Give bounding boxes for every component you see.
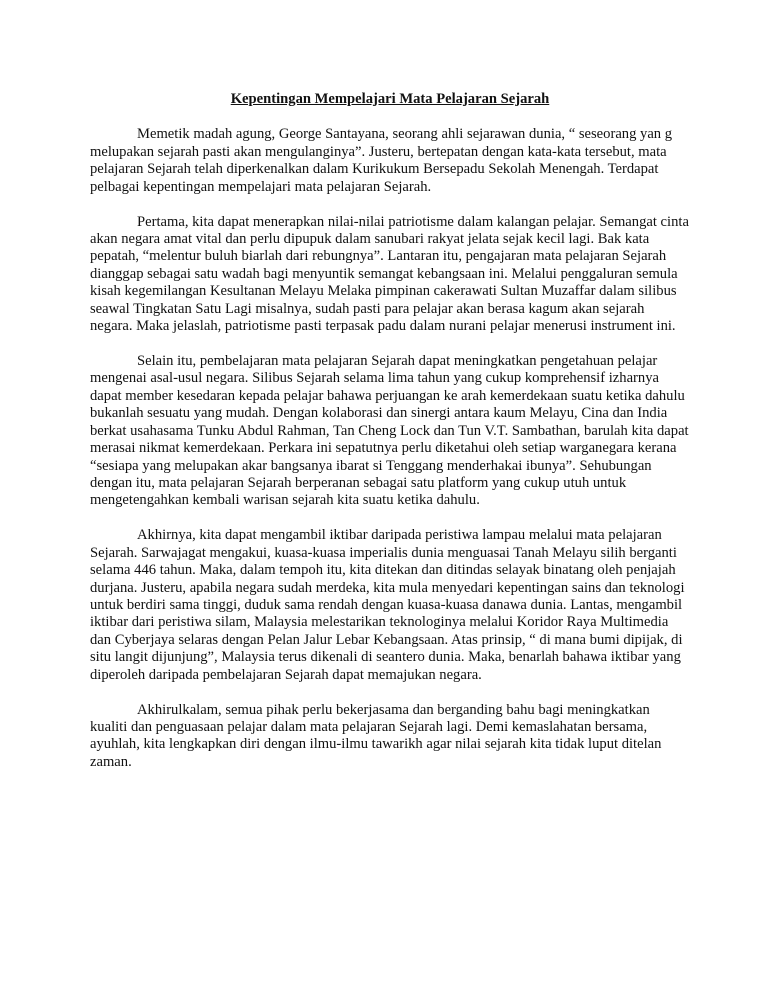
paragraph-patriotism: Pertama, kita dapat menerapkan nilai-nilai patriotisme dalam kalangan pelajar. Semangat cinta akan negara amat vital dan perlu dipupuk dalam sanubari rakyat jelata sejak kecil lagi. Bak kata pepatah, “melentur buluh biarlah dari rebungnya”. Lantaran itu, pengajaran mata pelajaran Sejarah dianggap sebagai satu wadah bagi menyuntik semangat kebangsaan ini. Melalui penggaluran semula kisah kegemilangan Kesultanan Melayu Melaka pimpinan cakerawati Sultan Muzaffar dalam silibus seawal Tingkatan Satu Lagi misalnya, sudah pasti para pelajar akan berasa kagum akan sejarah negara. Maka jelaslah, patriotisme pasti terpasak padu dalam nurani pelajar menerusi instrument ini. [90, 213, 689, 335]
paragraph-conclusion: Akhirulkalam, semua pihak perlu bekerjasama dan berganding bahu bagi meningkatkan kualiti dan penguasaan pelajar dalam mata pelajaran Sejarah lagi. Demi kemaslahatan bersama, ayuhlah, kita lengkapkan diri dengan ilmu-ilmu tawarikh agar nilai sejarah kita tidak luput ditelan zaman. [90, 701, 662, 770]
paragraph-intro: Memetik madah agung, George Santayana, seorang ahli sejarawan dunia, “ seseorang yan g melupakan sejarah pasti akan mengulanginya”. Justeru, bertepatan dengan kata-kata tersebut, mata pelajaran Sejarah telah diperkenalkan dalam Kurikukum Bersepadu Sekolah Menengah. Terdapat pelbagai kepentingan mempelajari mata pelajaran Sejarah. [90, 126, 673, 195]
paragraph-origins: Selain itu, pembelajaran mata pelajaran Sejarah dapat meningkatkan pengetahuan pelajar mengenai asal-usul negara. Silibus Sejarah selama lima tahun yang cukup komprehensif izharnya dapat member kesedaran kepada pelajar bahawa perjuangan ke arah kemerdekaan suatu ketika dahulu bukanlah sesuatu yang mudah. Dengan kolaborasi dan sinergi antara kaum Melayu, Cina dan India berkat usahasama Tunku Abdul Rahman, Tan Cheng Lock dan Tun V.T. Sambathan, barulah kita dapat merasai nikmat kemerdekaan. Perkara ini sepatutnya perlu diketahui oleh setiap warganegara kerana “sesiapa yang melupakan akar bangsanya ibarat si Tenggang menderhakai ibunya”. Sehubungan dengan itu, mata pelajaran Sejarah berperanan sebagai satu platform yang cukup utuh untuk mengetengahkan kembali warisan sejarah kita suatu ketika dahulu. [90, 353, 689, 509]
document-title: Kepentingan Mempelajari Mata Pelajaran Sejarah [230, 91, 550, 107]
paragraph-lessons: Akhirnya, kita dapat mengambil iktibar daripada peristiwa lampau melalui mata pelajaran Sejarah. Sarwajagat mengakui, kuasa-kuasa imperialis dunia menguasai Tanah Melayu silih berganti selama 446 tahun. Maka, dalam tempoh itu, kita ditekan dan ditindas selayak binatang oleh penjajah durjana. Justeru, apabila negara sudah merdeka, kita mula menyedari kepentingan sains dan teknologi untuk berdiri sama tinggi, duduk sama rendah dengan kuasa-kuasa danawa dunia. Lantas, mengambil iktibar dari peristiwa silam, Malaysia melestarikan teknologinya melalui Koridor Raya Multimedia dan Cyberjaya selaras dengan Pelan Jalur Lebar Kebangsaan. Atas prinsip, “ di mana bumi dipijak, di situ langit dijunjung”, Malaysia terus dikenali di seantero dunia. Maka, benarlah bahawa iktibar yang diperoleh daripada pembelajaran Sejarah dapat memajukan negara. [90, 527, 685, 683]
document-body [90, 91, 690, 771]
